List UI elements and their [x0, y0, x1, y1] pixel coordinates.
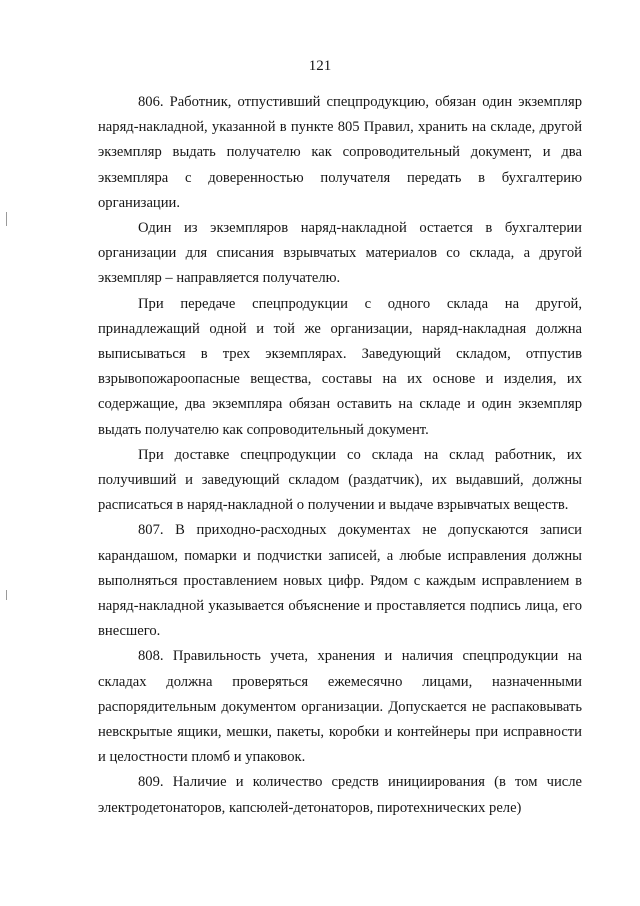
paragraph-806: 806. Работник, отпустивший спецпродукцию, обязан один экземпляр наряд-накладной, указанной в пункте 805 Правил, хранить на складе, другой экземпляр выдать получателю как сопроводительный документ, и два экземпляра с доверенностью получателя передать в бухгалтерию организации.: [98, 94, 582, 211]
page-number: 121: [308, 58, 332, 74]
scan-edge-mark: [6, 590, 7, 600]
scan-edge-mark: [6, 212, 7, 226]
document-body: [98, 90, 582, 821]
paragraph-806-delivery: При доставке спецпродукции со склада на склад работник, их получивший и заведующий складом (раздатчик), их выдавший, должны расписаться в наряд-накладной о получении и выдаче взрывчатых веществ.: [98, 446, 582, 514]
paragraph-806-transfer: При передаче спецпродукции с одного склада на другой, принадлежащий одной и той же организации, наряд-накладная должна выписываться в трех экземплярах. Заведующий складом, отпустив взрывопожароопасные вещества, составы на их основе и изделия, их содержащие, два экземпляра обязан оставить на складе и один экземпляр выдать получателю как сопроводительный документ.: [98, 295, 582, 438]
paragraph-806-copies: Один из экземпляров наряд-накладной остается в бухгалтерии организации для списания взрывчатых материалов со склада, а другой экземпляр – направляется получателю.: [98, 220, 582, 287]
paragraph-808: 808. Правильность учета, хранения и наличия спецпродукции на складах должна проверяться ежемесячно лицами, назначенными распорядительным документом организации. Допускается не распаковывать невскрытые ящики, мешки, пакеты, коробки и контейнеры при исправности и целостности пломб и упаковок.: [98, 648, 582, 766]
paragraph-807: 807. В приходно-расходных документах не допускаются записи карандашом, помарки и подчистки записей, а любые исправления должны выполняться проставлением новых цифр. Рядом с каждым исправлением в наряд-накладной указывается объяснение и проставляется подпись лица, его внесшего.: [98, 522, 582, 640]
paragraph-809: 809. Наличие и количество средств инициирования (в том числе электродетонаторов, капсюлей-детонаторов, пиротехнических реле): [98, 774, 582, 816]
